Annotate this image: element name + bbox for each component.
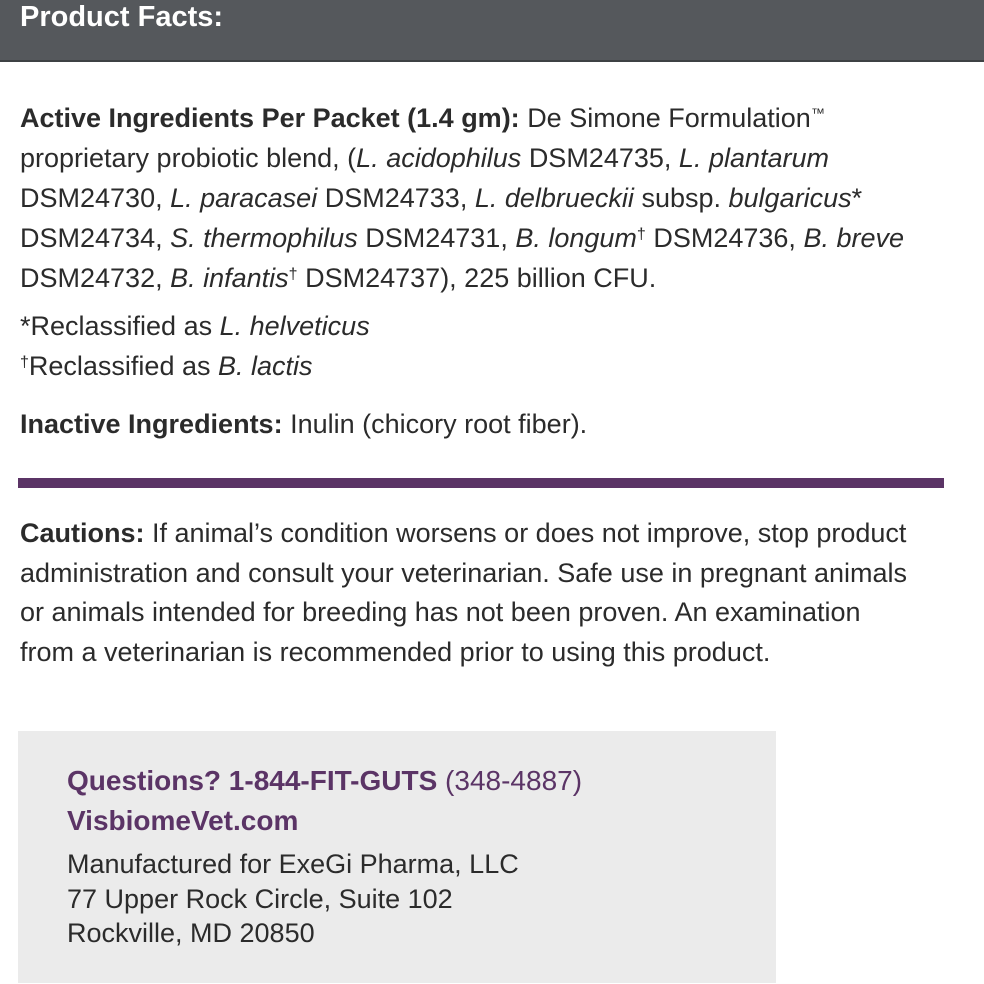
- strain-name: S. thermophilus: [170, 223, 358, 253]
- strain-name: L. paracasei: [170, 183, 318, 213]
- cautions-label: Cautions:: [20, 518, 145, 548]
- strain-code: DSM24731: [365, 223, 501, 253]
- strain-name: L. acidophilus: [356, 143, 522, 173]
- strain-name: B. breve: [803, 223, 904, 253]
- strain-code: DSM24736: [653, 223, 789, 253]
- note-text: Reclassified as: [30, 311, 220, 341]
- note-mark: †: [20, 354, 29, 371]
- page-title: Product Facts:: [20, 1, 224, 33]
- formulation-name: De Simone Formulation: [527, 103, 811, 133]
- dagger-mark: †: [636, 226, 646, 243]
- note-line: [20, 346, 960, 386]
- address-line: 77 Upper Rock Circle, Suite 102: [67, 883, 453, 914]
- inactive-ingredients-text: Inulin (chicory root fiber).: [282, 409, 588, 439]
- strain-code: DSM24730: [20, 183, 156, 213]
- contact-box: [18, 731, 776, 983]
- dagger-mark: †: [288, 266, 298, 283]
- strain-name: B. longum: [515, 223, 637, 253]
- reclassification-notes: [20, 306, 960, 386]
- inactive-ingredients-paragraph: [20, 404, 960, 444]
- strain-name: B. infantis: [170, 263, 289, 293]
- strain-code: DSM24735: [528, 143, 664, 173]
- website-link[interactable]: VisbiomeVet.com: [67, 805, 299, 836]
- cautions-paragraph: [20, 514, 920, 672]
- asterisk-mark: *: [851, 183, 863, 213]
- strain-name: L. delbrueckii: [474, 183, 634, 213]
- cfu-text: ), 225 billion CFU.: [440, 263, 657, 293]
- blend-intro: proprietary probiotic blend, (: [20, 143, 357, 173]
- manufacturer-info: [67, 847, 767, 951]
- section-divider: [18, 478, 944, 488]
- phone-digits: (348-4887): [437, 765, 583, 796]
- note-line: [20, 306, 960, 346]
- header-bar: [0, 0, 984, 62]
- note-species: B. lactis: [218, 351, 313, 381]
- trademark-mark: ™: [810, 105, 825, 121]
- note-text: Reclassified as: [28, 351, 218, 381]
- ingredients-section: [20, 98, 960, 444]
- strain-subname: bulgaricus: [728, 183, 852, 213]
- active-ingredients-paragraph: Active Ingredients Per Packet (1.4 gm): De Simone Formulation™ proprietary probiotic blend, (L. acidophilus DSM24735, L. plantarum DSM24730, L. paracasei DSM24733, L. delbrueckii subsp. bulgaricus* DSM24734, S. thermophilus DSM24731, B. longum† DSM24736, B. breve DSM24732, B. infantis† DSM24737), 225 billion CFU.: [20, 103, 904, 293]
- strain-subsp: subsp.: [641, 183, 721, 213]
- inactive-ingredients-label: Inactive Ingredients:: [20, 409, 283, 439]
- active-ingredients-label: Active Ingredients Per Packet (1.4 gm):: [20, 103, 520, 133]
- contact-inner: [67, 761, 767, 951]
- strain-code: DSM24734: [20, 223, 156, 253]
- city-line: Rockville, MD 20850: [67, 918, 315, 948]
- strain-code: DSM24732: [20, 263, 156, 293]
- strain-name: L. plantarum: [678, 143, 830, 173]
- questions-line: [67, 761, 767, 801]
- questions-phone[interactable]: Questions? 1-844-FIT-GUTS: [67, 765, 438, 796]
- note-species: L. helveticus: [219, 311, 370, 341]
- manufacturer-line: Manufactured for ExeGi Pharma, LLC: [67, 849, 519, 879]
- note-mark: *: [20, 311, 31, 341]
- cautions-text: If animal’s condition worsens or does not improve, stop product administration and consult your veterinarian. Safe use in pregnant animals or animals intended for breeding has not been proven. An examination from a veterinarian is recommended prior to using this product.: [20, 518, 908, 667]
- strain-code: DSM24733: [324, 183, 460, 213]
- strain-code: DSM24737: [305, 263, 441, 293]
